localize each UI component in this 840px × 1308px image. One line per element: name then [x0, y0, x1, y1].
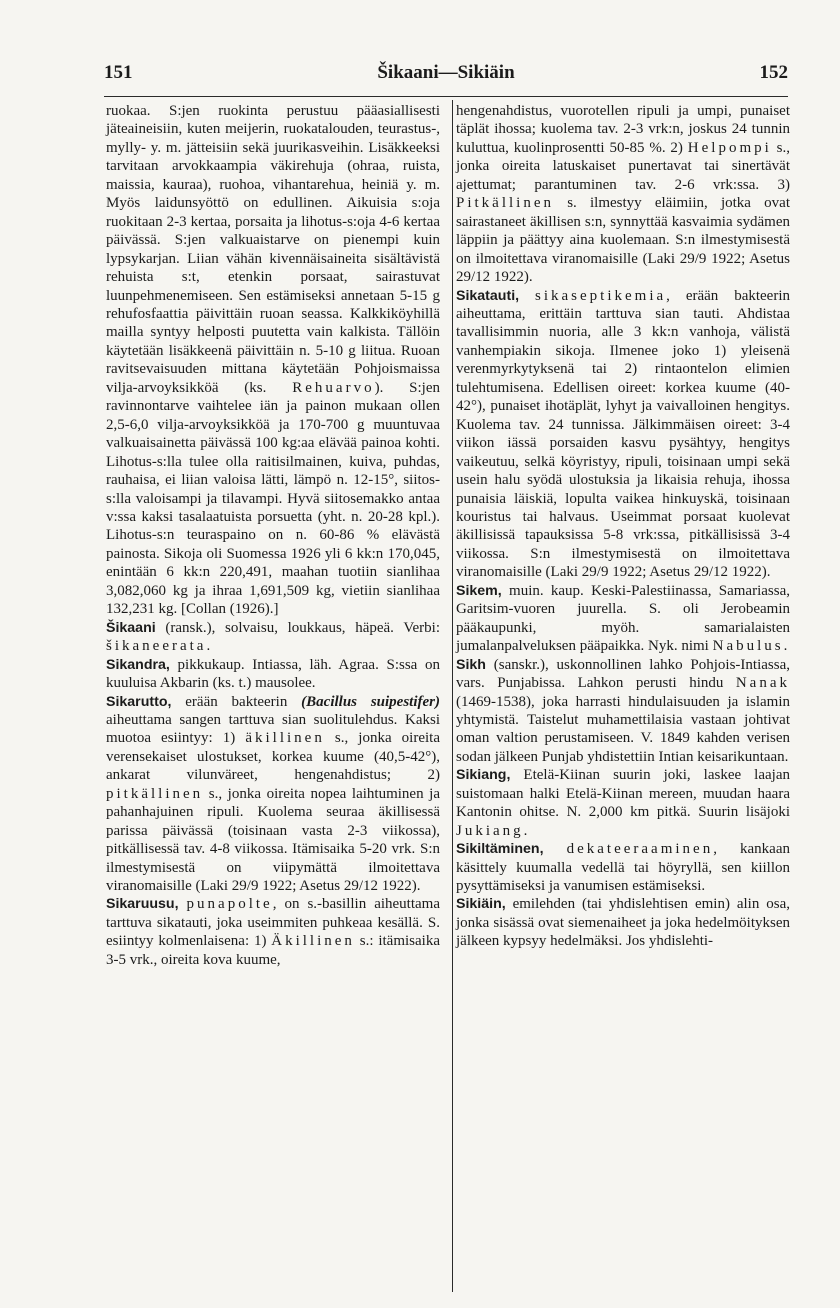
headword: Sikh: [456, 656, 486, 673]
text: muin. kaup. Keski-Palestiinassa, Samariassa, Garitsim-vuoren juurella. S. oli Jerobeamin pääkaupunki, myöh. samarialaisten jumalanpalveluksen pääpaikka. Nyk. nimi: [456, 582, 790, 655]
spaced-term: äkillinen: [245, 730, 325, 747]
entry-sikaani: [106, 619, 440, 656]
text: (1469-1538), joka harrasti hindulaisuuden ja islamin yhtymistä. Taistelut muhamettilaisia vastaan johtivat oman valtion perustamiseen. V. 1849 kahden verisen sodan jälkeen Punjab yhdistettiin Intian keisarikuntaan.: [456, 693, 790, 765]
right-column: [456, 102, 790, 951]
spaced-term: Jukiang: [456, 822, 524, 839]
headword: Šikaani: [106, 619, 156, 636]
text: s. ilmestyy eläimiin, jotka ovat sairastaneet äkillisen s:n, synnyttää kasvaimia sydämen läppiin ja päättyy aina kuolemaan. S:n ilmestymisestä on ilmoitettava viranomaisille (Laki 29/9 1922; Asetus 29/12 1922).: [456, 195, 790, 286]
text: .: [783, 638, 788, 655]
text: pikkukaup. Intiassa, läh. Agraa. S:ssa on kuuluisa Akbarin (ks. t.) mausolee.: [106, 656, 440, 692]
entry-sikarutto: [106, 693, 440, 896]
text: hengenahdistus, vuorotellen ripuli ja umpi, punaiset täplät ihossa; kuolema tav. 2-3 vrk:n, joskus 24 tunnin kuluttua, kuolinprosentti 50-85 %. 2): [456, 103, 790, 156]
text: , erään bakteerin aiheuttama, erittäin tarttuva sian tauti. Ahdistaa tavallisimmin nuoria, alle 3 kk:n vanhoja, välistä vanhempiakin sikoja. Ilmenee joko 1) yleisenä verenmyrkytyksenä tai 2) rintaontelon elimien tulehtumisena. Edellisen oireet: korkea kuume (40-42°), punaiset ihotäplät, lyhyt ja vaivalloinen hengitys. Kuolema tav. 24 tunnissa. Jälkimmäisen oireet: 3-4 viikon iässä porsaiden kasvu pysähtyy, hengitys vaikeutuu, selkä köyristyy, ripuli, toisinaan umpi sekä usein halu syödä ulostuksia ja likaisia rehuja, ihossa punaisia läiskiä, lopulta vaikea hinkuyskä, toisinaan kouristus tai halvaus. Useimmat porsaat kuolevat äkillisissä tapauksissa 5-8 vrk:ssa, pitkällisissä 3-4 viikossa. S:n ilmestymisestä on ilmoitettava viranomaisille (Laki 29/9 1922; Asetus 29/12 1922).: [456, 287, 791, 581]
spaced-term: šikaneerata: [106, 638, 207, 655]
entry-sikiltaminen: [456, 840, 790, 895]
text: .: [206, 638, 211, 655]
spaced-term: Nabulus: [712, 638, 784, 655]
entry-sikh: [456, 656, 790, 767]
entry-sikiain: [456, 895, 790, 950]
entry-sikiang: [456, 766, 790, 840]
headword: Sikatauti,: [456, 287, 520, 304]
headword: Sikiang,: [456, 767, 511, 784]
entry-sikaruusu-continued: [456, 102, 790, 287]
headword: Sikaruusu,: [106, 896, 179, 913]
headword: Sikarutto,: [106, 693, 172, 710]
spaced-term: punapolte: [186, 896, 273, 913]
text: s.: itämisaika 3-5 vrk., oireita kova kuume,: [106, 933, 440, 968]
headword: Sikandra,: [106, 656, 170, 673]
text: s., jonka oireita nopea laihtuminen ja pahanhajuinen ripuli. Kuolema seuraa äkillisessä parissa päivässä (toisinaan vasta 2-3 viikossa), pitkällisessä tav. 4-8 viikossa. Itämisaika 5-20 vrk. S:n ilmestymisestä on viipymättä ilmoitettava viranomaisille (Laki 29/9 1922; Asetus 29/12 1922).: [106, 785, 440, 895]
text: .: [523, 822, 528, 839]
text: ). S:jen ravinnontarve vaihtelee iän ja painon mukaan ollen 2,5-6,0 vilja-arvoyksikköä ja 170-700 g muuntuvaa valkuaisainetta päivässä 100 kg:aa elävää painoa kohti. Lihotus-s:lla tulee olla raitisilmainen, kuiva, puhdas, rauhaisa, ei liian valoisa lätti, lämpö n. 12-15°, siitos-s:lla valoisampi ja tilavampi. Hyvä siitosemakko antaa v:ssa kaksi tasalaatuista porsuetta (yht. n. 20-28 kpl.). Lihotus-s:n teuraspaino on n. 60-86 % elävästä painosta. Sikoja oli Suomessa 1926 yli 6 kk:n 170,045, enintään 6 kk:n 220,491, maahan tuotiin sianlihaa 3,082,060 kg ja ihraa 1,691,509 kg, vietiin sianlihaa 132,231 kg. [Collan (1926).]: [106, 379, 440, 618]
left-column: [106, 102, 440, 969]
running-head: Šikaani—Sikiäin: [377, 62, 515, 83]
spaced-term: Nanak: [735, 675, 790, 692]
headword: Sikiltäminen,: [456, 841, 544, 858]
spaced-term: Rehuarvo: [292, 379, 375, 396]
spaced-term: Helpompi: [687, 139, 772, 156]
text: [179, 896, 187, 912]
text: ruokaa. S:jen ruokinta perustuu pääasiallisesti jäteaineisiin, kuten meijerin, ruokatalouden, teurastus-, mylly- y. m. jätteisiin sekä juurikasveihin. Lisäkkeeksi tarvitaan arvokkaampia väkirehuja (ohraa, ruista, maissia, kauraa), ruohoa, vihantarehua, heiniä y. m. Myös laidunsyöttö on edullinen. Aikuisia s:oja ruokitaan 2-3 kertaa, porsaita ja lihotus-s:oja 4-6 kertaa päivässä. S:jen valkuaistarve on pienempi kuin lypsykarjan. Liian vähän kivennäisaineita sisältävistä rehuista s:t, etenkin porsaat, sairastuvat luunpehmenemiseen. Sen estämiseksi annetaan 5-15 g rehufosfaattia päivittäin ruoan seassa. Kalkkiköyhillä mailla syntyy helposti puutetta vain kalkista. Tällöin käytetään lisäkkeenä päivittäin n. 5-10 g liitua. Ruoan ravitsevaisuuden mittana käytetään Pohjoismaissa vilja-arvoyksikköä (ks.: [106, 103, 440, 396]
text: (ransk.), solvaisu, loukkaus, häpeä. Verbi:: [155, 619, 440, 636]
text: aiheuttama sangen tarttuva sian suolitulehdus. Kaksi muotoa esiintyy: 1): [106, 711, 440, 747]
page-header: [104, 62, 788, 92]
header-rule: [104, 96, 788, 97]
text: (sanskr.), uskonnollinen lahko Pohjois-Intiassa, vars. Punjabissa. Lahkon perusti hindu: [456, 656, 790, 692]
text: Etelä-Kiinan suurin joki, laskee laajan suistomaan halki Etelä-Kiinan mereen, muudan haara Kantonin ohitse. N. 2,000 km pitkä. Suurin lisäjoki: [456, 767, 790, 821]
text: [544, 841, 567, 857]
spaced-term: pitkällinen: [106, 785, 204, 802]
headword: Sikiäin,: [456, 896, 506, 913]
spaced-term: Pitkällinen: [456, 195, 554, 212]
text: s., jonka oireita latuskaiset punertavat tai sinertävät ajettumat; parantuminen tav. 2-6 vrk:ssa. 3): [456, 139, 790, 193]
spaced-term: dekateeraaminen: [566, 841, 714, 858]
text: , kankaan käsittely kuumalla vedellä tai höyryllä, sen kiillon pysyttämiseksi ja vanumisen estämiseksi.: [456, 841, 790, 895]
page-number-right: 152: [759, 62, 788, 83]
latin-name: (Bacillus suipestifer): [301, 693, 440, 710]
entry-sikandra: [106, 656, 440, 693]
entry-sikem: [456, 582, 790, 656]
entry-sikatauti: [456, 287, 790, 582]
entry-sikaruusu: [106, 895, 440, 969]
spaced-term: Äkillinen: [271, 933, 355, 950]
entry-sika-continued: [106, 102, 440, 619]
text: [519, 288, 535, 304]
text: emilehden (tai yhdislehtisen emin) alin osa, jonka sisässä ovat siemenaiheet ja joka hedelmöityksen jälkeen kypsyy hedelmäksi. Jos yhdislehti-: [456, 896, 790, 950]
text: s., jonka oireita verensekaiset ulostukset, korkea kuume (40,5-42°), ankarat vilunväreet, hengenahdistus; 2): [106, 730, 440, 784]
spaced-term: sikaseptikemia: [535, 287, 667, 304]
text: erään bakteerin: [171, 693, 302, 710]
headword: Sikem,: [456, 582, 502, 599]
page-number-left: 151: [104, 62, 133, 83]
text: , on s.-basillin aiheuttama tarttuva sikatauti, joka useimmiten puhkeaa kesällä. S. esiintyy kolmenlaisena: 1): [106, 896, 440, 950]
column-rule: [452, 100, 453, 1292]
